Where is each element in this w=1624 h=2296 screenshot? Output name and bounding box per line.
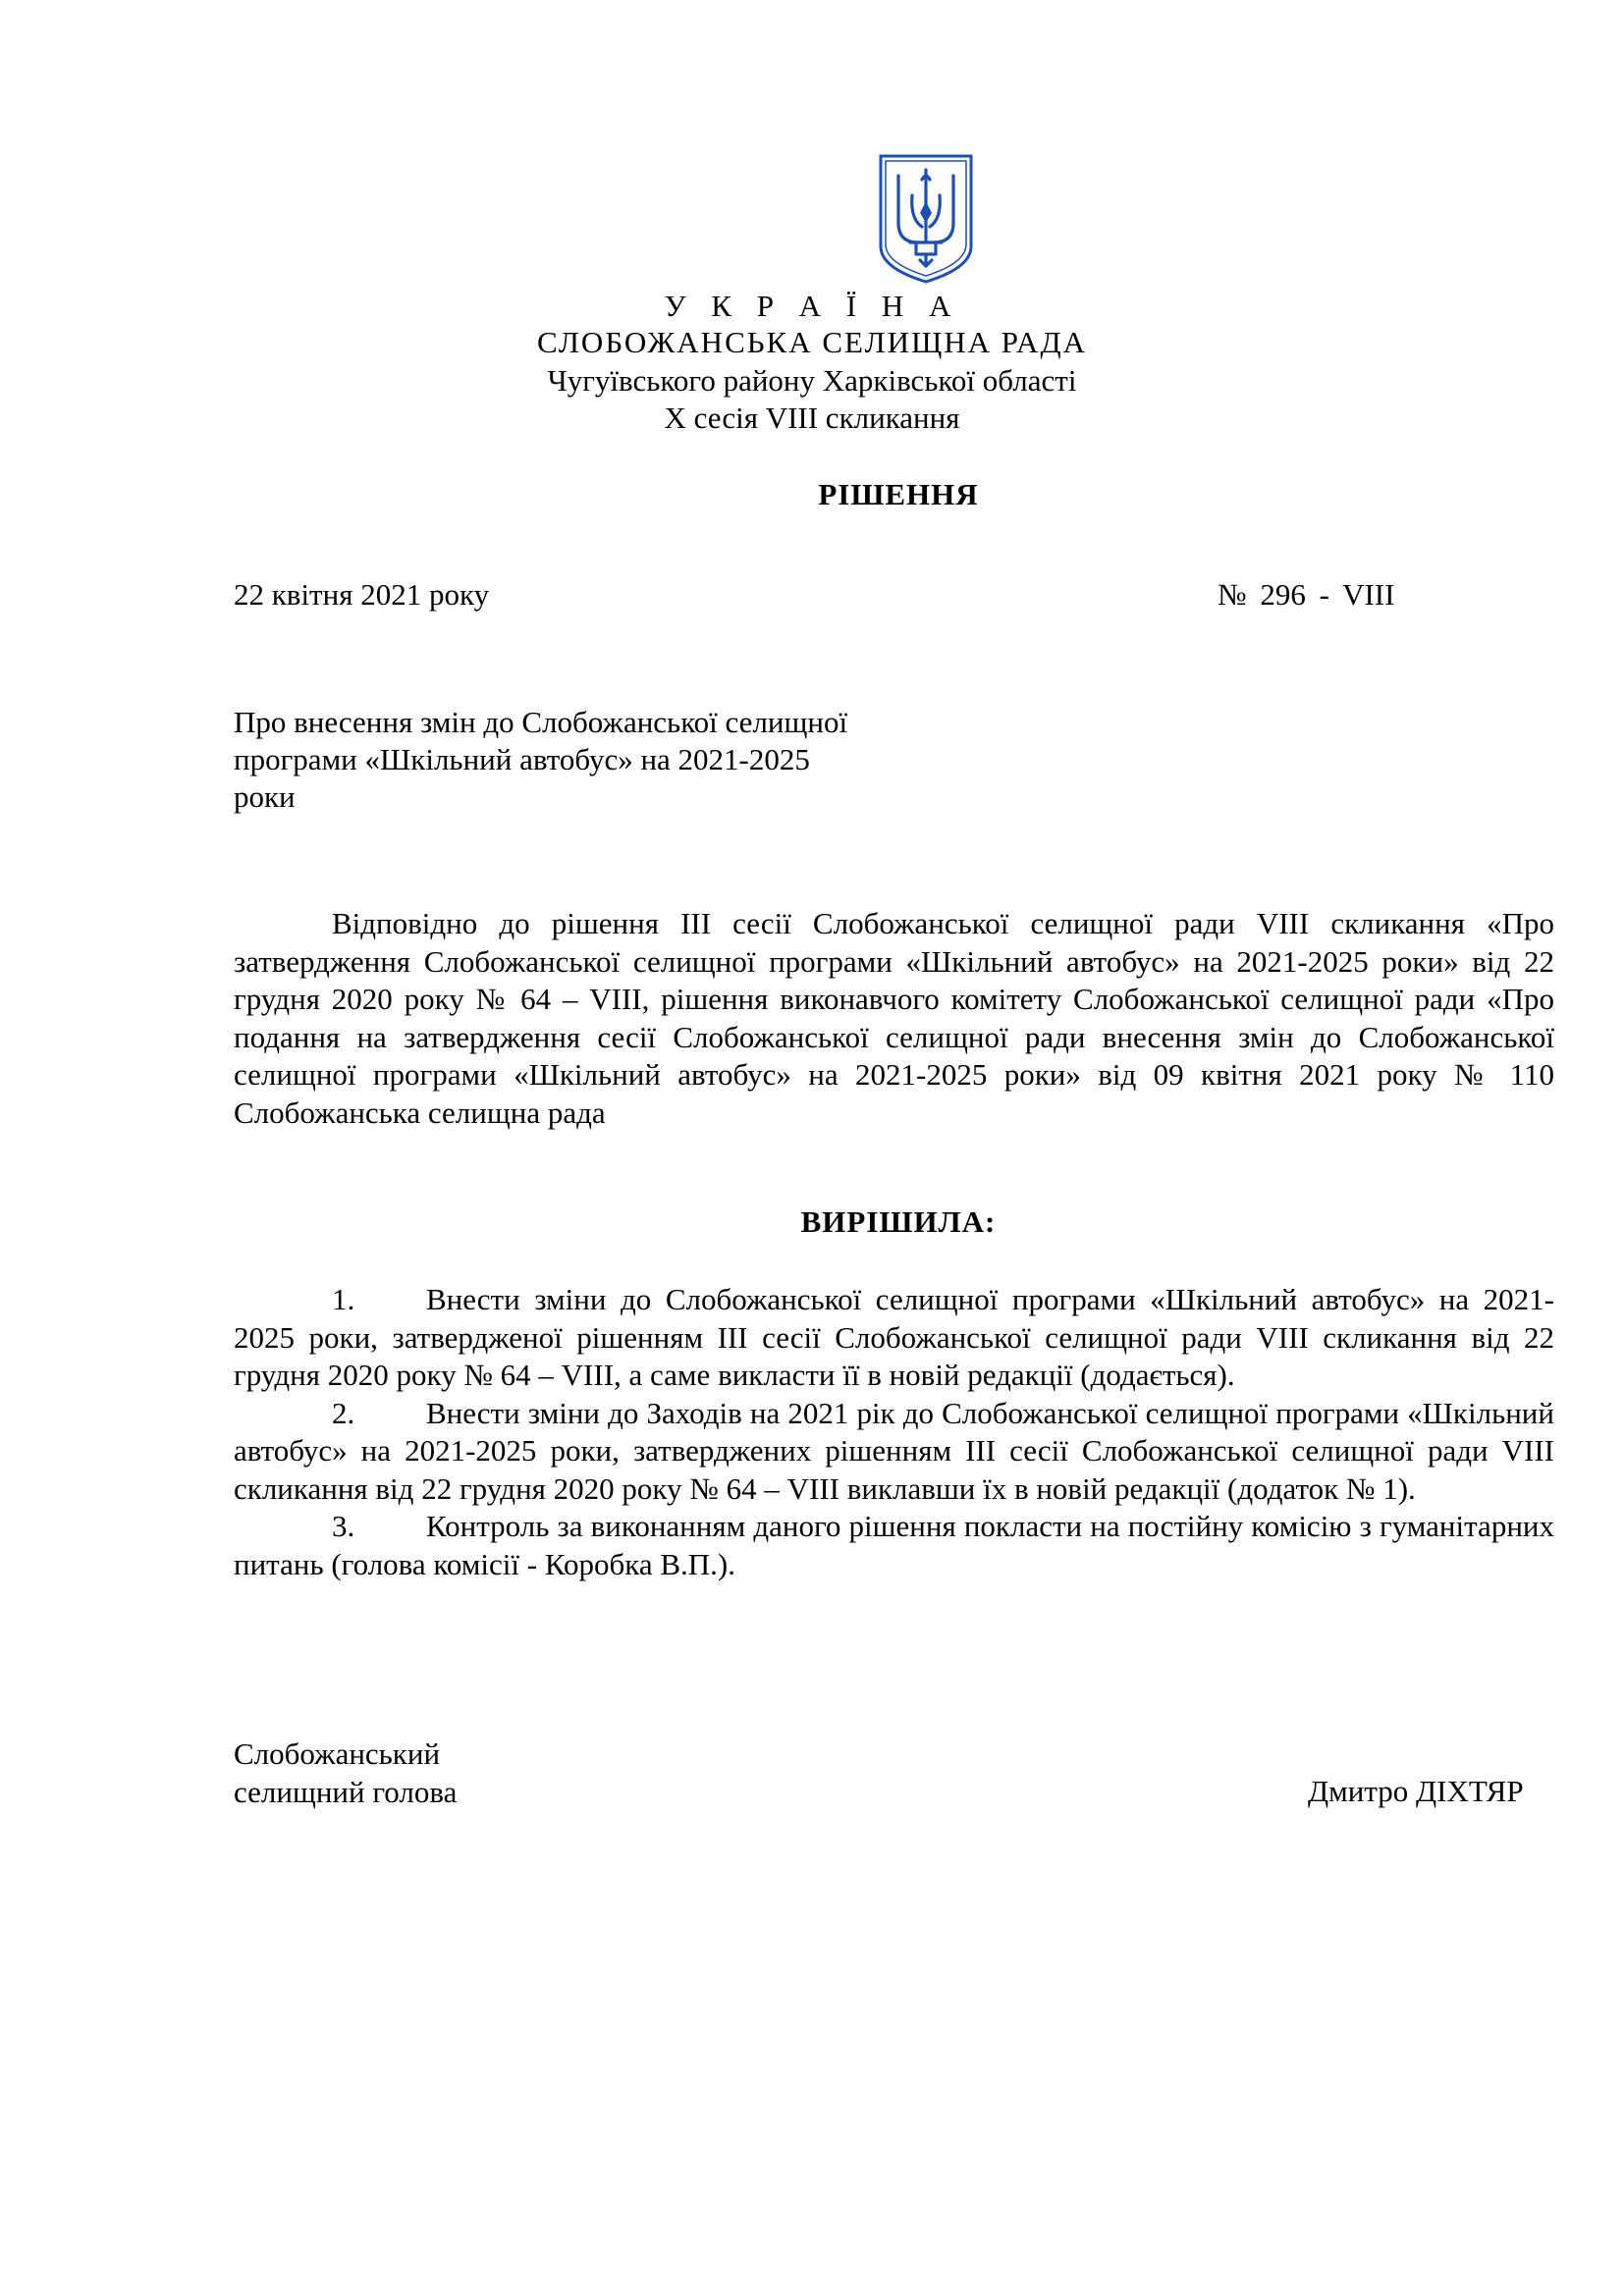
council-name: СЛОБОЖАНСЬКА СЕЛИЩНА РАДА <box>537 325 1087 359</box>
document-date: 22 квітня 2021 року <box>234 577 490 612</box>
district-name: Чугуївського району Харківської області <box>547 363 1077 398</box>
item-number: 3. <box>332 1509 355 1543</box>
item-number: 2. <box>332 1395 355 1430</box>
document-type-title: РІШЕННЯ <box>818 477 979 511</box>
country-name: У К Р А Ї Н А <box>664 289 960 323</box>
signatory-title <box>234 1735 457 1811</box>
item-text: Внести зміни до Заходів на 2021 рік до Слобожанської селищної програми «Шкільний автобус» на 2021-2025 роки, затверджених рішенням III сесії Слобожанської селищної ради VIII скликання від 22 грудня 2020 року № 64 – VIII виклавши їх в новій редакції (додаток № 1). <box>234 1395 1554 1506</box>
resolved-heading: ВИРІШИЛА: <box>800 1204 997 1239</box>
subject-line: програми «Шкільний автобус» на 2021-2025 <box>234 742 810 776</box>
ukraine-coat-of-arms-icon <box>877 152 975 286</box>
signatory-name: Дмитро ДІХТЯР <box>1308 1774 1524 1808</box>
resolution-item-1 <box>234 1281 1554 1395</box>
item-text: Внести зміни до Слобожанської селищної програми «Шкільний автобус» на 2021-2025 роки, затвердженої рішенням III сесії Слобожанської селищної ради VIII скликання від 22 грудня 2020 року № 64 – VIII, а саме викласти її в новій редакції (додається). <box>234 1282 1554 1392</box>
signatory-title-line: Слобожанський <box>234 1736 441 1771</box>
document-number: № 296 - VIII <box>1218 577 1395 612</box>
preamble-paragraph: Відповідно до рішення III сесії Слобожанської селищної ради VIII скликання «Про затвердження Слобожанської селищної програми «Шкільний автобус» на 2021-2025 роки» від 22 грудня 2020 року № 64 – VIII, рішення виконавчого комітету Слобожанської селищної ради «Про подання на затвердження сесії Слобожанської селищної ради внесення змін до Слобожанської селищної програми «Шкільний автобус» на 2021-2025 роки» від 09 квітня 2021 року № 110 Слобожанська селищна рада <box>234 906 1554 1130</box>
resolution-items <box>234 1281 1554 1583</box>
item-text: Контроль за виконанням даного рішення покласти на постійну комісію з гуманітарних питань (голова комісії - Коробка В.П.). <box>234 1509 1554 1581</box>
resolution-item-3 <box>234 1508 1554 1583</box>
resolution-item-2 <box>234 1395 1554 1509</box>
subject-line: роки <box>234 779 296 814</box>
session-info: X сесія VIII скликання <box>664 400 960 435</box>
subject-line: Про внесення змін до Слобожанської селищної <box>234 705 848 739</box>
document-subject <box>234 704 892 816</box>
item-number: 1. <box>332 1282 355 1316</box>
signatory-title-line: селищний голова <box>234 1774 458 1809</box>
